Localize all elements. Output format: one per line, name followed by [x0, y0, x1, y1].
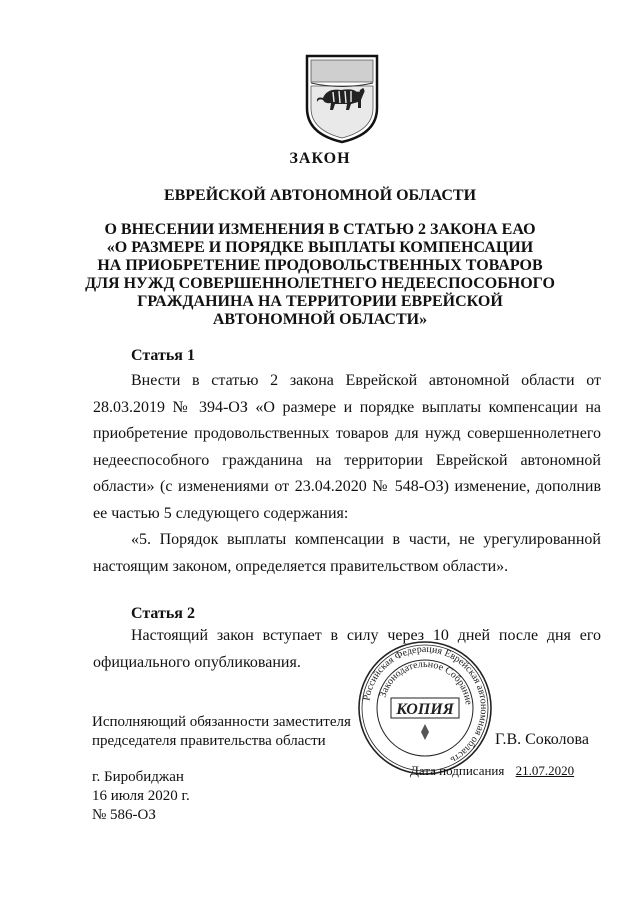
signing-date-value: 21.07.2020 [515, 763, 575, 778]
place-date-number [92, 768, 190, 825]
signer-name: Г.В. Соколова [495, 731, 589, 748]
article-1-heading: Статья 1 [131, 347, 195, 364]
law-title [60, 221, 580, 329]
article-2-body [93, 623, 601, 676]
signing-date [410, 763, 574, 779]
law-date: 16 июля 2020 г. [92, 788, 190, 804]
law-title-line: О ВНЕСЕНИИ ИЗМЕНЕНИЯ В СТАТЬЮ 2 ЗАКОНА ЕАО [104, 221, 536, 238]
city: г. Биробиджан [92, 769, 184, 785]
document-type: ЗАКОН [289, 150, 351, 167]
law-number: № 586-ОЗ [92, 807, 156, 823]
law-title-line: «О РАЗМЕРЕ И ПОРЯДКЕ ВЫПЛАТЫ КОМПЕНСАЦИИ [106, 239, 534, 256]
seal-copy-label: КОПИЯ [396, 701, 454, 718]
signer-position [92, 713, 351, 751]
article-2-paragraph: Настоящий закон вступает в силу через 10 дней после дня его официального опубликования. [93, 627, 601, 671]
law-title-line: АВТОНОМНОЙ ОБЛАСТИ» [212, 311, 428, 328]
seal-inner-text: Законодательное Собрание [377, 658, 474, 706]
law-title-line: НА ПРИОБРЕТЕНИЕ ПРОДОВОЛЬСТВЕННЫХ ТОВАРОВ [97, 257, 543, 274]
law-title-line: ДЛЯ НУЖД СОВЕРШЕННОЛЕТНЕГО НЕДЕЕСПОСОБНОГО [85, 275, 555, 292]
seal-emblem-icon [421, 724, 429, 740]
signer-position-line: председателя правительства области [92, 733, 326, 749]
signing-date-label: Дата подписания [410, 763, 505, 778]
article-2-heading: Статья 2 [131, 605, 195, 622]
article-1-paragraph: «5. Порядок выплаты компенсации в части, не урегулированной настоящим законом, определяется правительством области». [93, 531, 601, 575]
region-name: ЕВРЕЙСКОЙ АВТОНОМНОЙ ОБЛАСТИ [163, 187, 477, 204]
official-seal-stamp [357, 640, 493, 776]
signer-position-line: Исполняющий обязанности заместителя [92, 714, 351, 730]
seal-outer-text: Российская Федерация Еврейская автономная область [361, 643, 490, 766]
article-1-body [93, 368, 601, 580]
coat-of-arms-tiger-icon [303, 50, 381, 146]
law-title-line: ГРАЖДАНИНА НА ТЕРРИТОРИИ ЕВРЕЙСКОЙ [137, 293, 503, 310]
article-1-paragraph: Внести в статью 2 закона Еврейской автономной области от 28.03.2019 № 394-ОЗ «О размере и порядке выплаты компенсации на приобретение продовольственных товаров для нужд совершеннолетнего недееспособного гражданина на территории Еврейской автономной области» (с изменениями от 23.04.2020 № 548-ОЗ) изменение, дополнив ее частью 5 следующего содержания: [93, 372, 601, 522]
